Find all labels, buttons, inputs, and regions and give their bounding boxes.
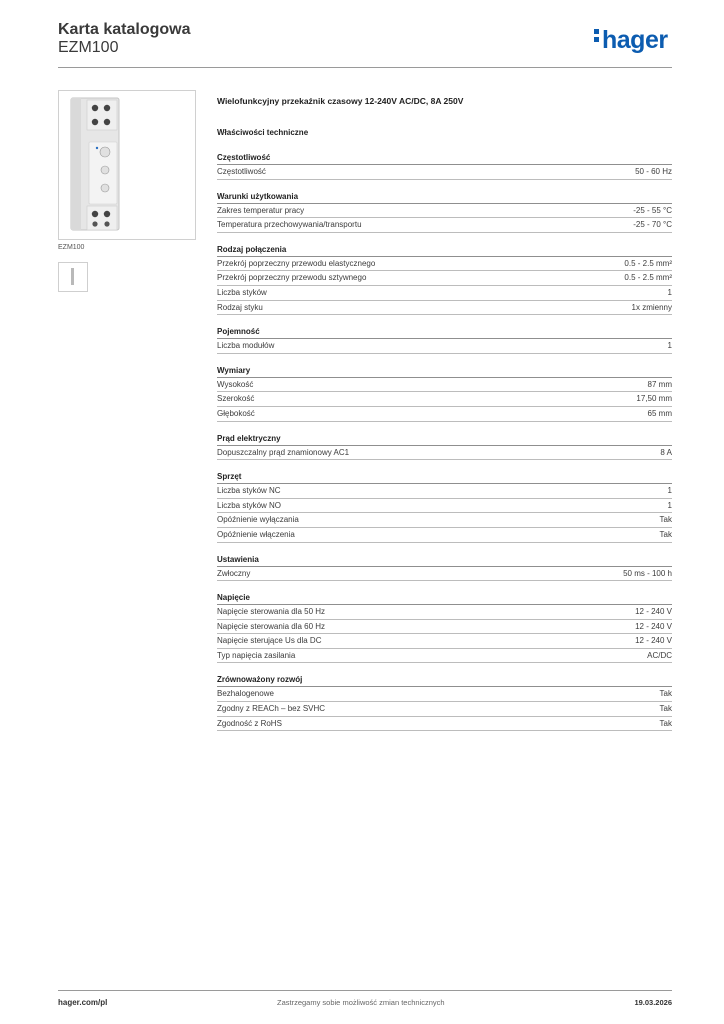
spec-value: 1 xyxy=(667,500,672,510)
spec-row xyxy=(217,165,672,180)
spec-label: Zakres temperatur pracy xyxy=(217,205,305,215)
spec-label: Szerokość xyxy=(217,394,255,404)
product-image xyxy=(58,90,196,240)
spec-label: Dopuszczalny prąd znamionowy AC1 xyxy=(217,447,350,457)
spec-label: Napięcie sterowania dla 60 Hz xyxy=(217,621,326,631)
spec-group-title: Częstotliwość xyxy=(217,150,672,165)
spec-label: Liczba styków xyxy=(217,287,267,297)
time-relay-device-icon xyxy=(67,96,123,232)
spec-label: Typ napięcia zasilania xyxy=(217,650,296,660)
spec-value: 1 xyxy=(667,486,672,496)
footer-notice: Zastrzegamy sobie możliwość zmian technicznych xyxy=(277,998,445,1007)
spec-row xyxy=(217,204,672,219)
spec-group-title: Warunki użytkowania xyxy=(217,189,672,204)
spec-label: Przekrój poprzeczny przewodu sztywnego xyxy=(217,273,367,283)
spec-value: 12 - 240 V xyxy=(635,621,672,631)
spec-group-title: Wymiary xyxy=(217,363,672,378)
technical-spec-section xyxy=(217,96,672,740)
spec-label: Liczba styków NC xyxy=(217,486,281,496)
spec-value: 1x zmienny xyxy=(631,302,672,312)
document-title: Karta katalogowa xyxy=(58,21,191,38)
footer-divider xyxy=(58,990,672,991)
logo-dots-icon xyxy=(594,29,599,45)
spec-label: Zgodny z REACh – bez SVHC xyxy=(217,704,326,714)
spec-value: Tak xyxy=(659,529,672,539)
spec-row xyxy=(217,301,672,316)
spec-row xyxy=(217,378,672,393)
spec-value: 8 A xyxy=(660,447,672,457)
spec-row xyxy=(217,649,672,664)
product-description: Wielofunkcyjny przekaźnik czasowy 12-240V AC/DC, 8A 250V xyxy=(217,96,464,106)
spec-group xyxy=(217,552,672,582)
spec-row xyxy=(217,687,672,702)
spec-group-title: Zrównoważony rozwój xyxy=(217,672,672,687)
spec-value: 1 xyxy=(667,341,672,351)
spec-value: AC/DC xyxy=(647,650,672,660)
spec-value: 12 - 240 V xyxy=(635,636,672,646)
spec-label: Zgodność z RoHS xyxy=(217,718,282,728)
spec-value: -25 - 70 °C xyxy=(633,220,672,230)
spec-value: Tak xyxy=(659,704,672,714)
spec-row xyxy=(217,392,672,407)
spec-label: Opóźnienie wyłączania xyxy=(217,515,299,525)
spec-label: Temperatura przechowywania/transportu xyxy=(217,220,362,230)
spec-label: Przekrój poprzeczny przewodu elastycznego xyxy=(217,258,376,268)
spec-row xyxy=(217,634,672,649)
spec-group xyxy=(217,590,672,663)
spec-row xyxy=(217,339,672,354)
spec-value: -25 - 55 °C xyxy=(633,205,672,215)
spec-row xyxy=(217,702,672,717)
spec-value: Tak xyxy=(659,515,672,525)
spec-row xyxy=(217,484,672,499)
spec-group xyxy=(217,324,672,354)
spec-row xyxy=(217,271,672,286)
spec-group-title: Prąd elektryczny xyxy=(217,431,672,446)
spec-group xyxy=(217,189,672,233)
spec-label: Częstotliwość xyxy=(217,167,266,176)
spec-label: Rodzaj styku xyxy=(217,302,263,312)
spec-row xyxy=(217,513,672,528)
footer-date: 19.03.2026 xyxy=(634,998,672,1007)
spec-label: Napięcie sterowania dla 50 Hz xyxy=(217,607,326,617)
spec-group xyxy=(217,150,672,180)
spec-row xyxy=(217,499,672,514)
spec-group-title: Ustawienia xyxy=(217,552,672,567)
spec-value: Tak xyxy=(659,718,672,728)
spec-value: 50 ms - 100 h xyxy=(623,568,672,578)
spec-value: 17,50 mm xyxy=(636,394,672,404)
spec-row xyxy=(217,717,672,732)
spec-value: Tak xyxy=(659,689,672,699)
spec-group xyxy=(217,242,672,315)
spec-group xyxy=(217,363,672,422)
spec-row xyxy=(217,446,672,461)
spec-groups xyxy=(217,150,672,731)
spec-row xyxy=(217,528,672,543)
spec-value: 87 mm xyxy=(647,379,672,389)
spec-label: Liczba modułów xyxy=(217,341,275,351)
logo-wordmark: hager xyxy=(602,26,668,54)
product-code: EZM100 xyxy=(58,39,119,56)
spec-group xyxy=(217,672,672,731)
spec-subtitle: Właściwości techniczne xyxy=(217,128,309,137)
spec-label: Głębokość xyxy=(217,408,255,418)
spec-group-title: Napięcie xyxy=(217,590,672,605)
spec-label: Wysokość xyxy=(217,379,254,389)
image-caption: EZM100 xyxy=(58,244,85,251)
spec-label: Napięcie sterujące Us dla DC xyxy=(217,636,322,646)
spec-group-title: Pojemność xyxy=(217,324,672,339)
image-thumbnail[interactable] xyxy=(58,262,88,292)
spec-value: 1 xyxy=(667,287,672,297)
hager-logo xyxy=(594,28,668,53)
spec-value: 12 - 240 V xyxy=(635,607,672,617)
spec-group xyxy=(217,431,672,461)
spec-label: Bezhalogenowe xyxy=(217,689,274,699)
spec-label: Zwłoczny xyxy=(217,568,251,578)
spec-row xyxy=(217,218,672,233)
footer-website[interactable]: hager.com/pl xyxy=(58,998,108,1007)
spec-row xyxy=(217,567,672,582)
spec-value: 0.5 - 2.5 mm² xyxy=(624,258,672,268)
spec-row xyxy=(217,620,672,635)
spec-group xyxy=(217,469,672,542)
spec-label: Opóźnienie włączenia xyxy=(217,529,295,539)
spec-label: Liczba styków NO xyxy=(217,500,282,510)
spec-row xyxy=(217,407,672,422)
spec-row xyxy=(217,257,672,272)
header-divider xyxy=(58,67,672,68)
spec-row xyxy=(217,605,672,620)
spec-value: 0.5 - 2.5 mm² xyxy=(624,273,672,283)
spec-group-title: Sprzęt xyxy=(217,469,672,484)
spec-value: 50 - 60 Hz xyxy=(635,167,672,176)
spec-row xyxy=(217,286,672,301)
spec-value: 65 mm xyxy=(647,408,672,418)
spec-group-title: Rodzaj połączenia xyxy=(217,242,672,257)
